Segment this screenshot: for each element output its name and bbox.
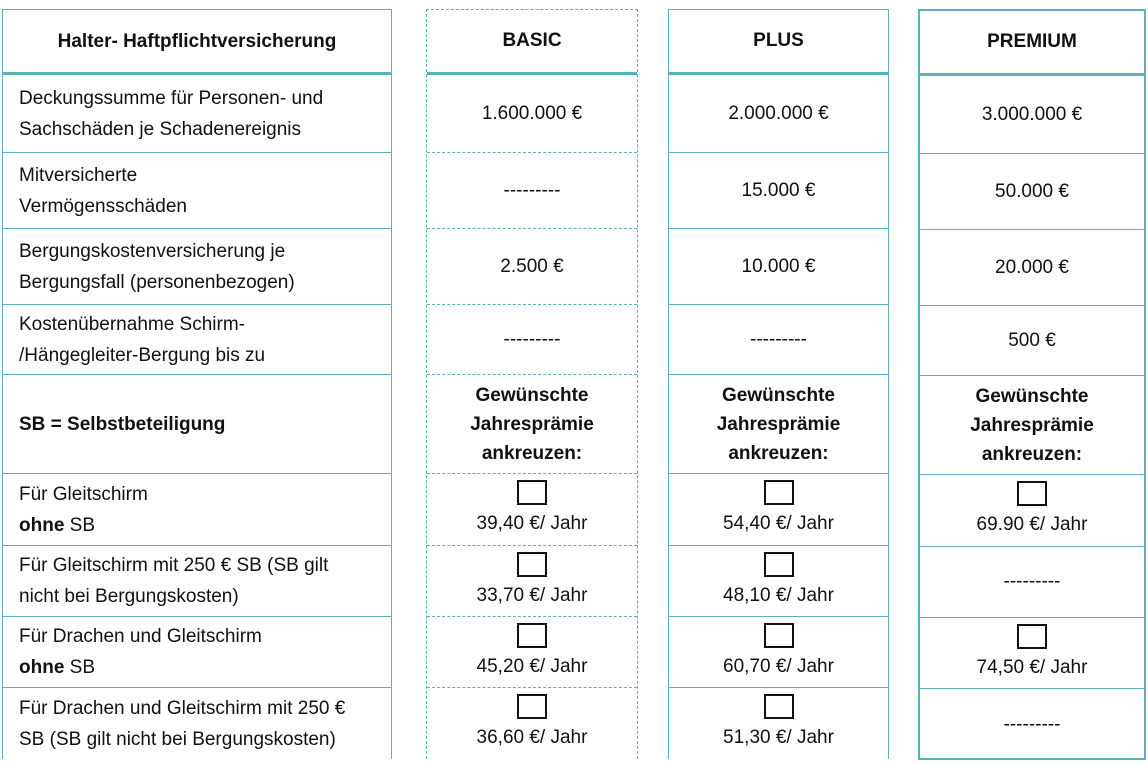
value-cell: 50.000 € [920, 154, 1144, 230]
row-label-sb: SB = Selbstbeteiligung [3, 375, 391, 474]
value-cell: 2.500 € [427, 229, 637, 305]
value-cell: 3.000.000 € [920, 76, 1144, 154]
price-label: 36,60 €/ Jahr [476, 727, 588, 748]
price-label: 45,20 €/ Jahr [476, 656, 588, 677]
price-option-cell [669, 546, 888, 617]
value-cell: --------- [427, 305, 637, 375]
premium-checkbox[interactable] [517, 623, 547, 648]
value-cell: --------- [427, 153, 637, 229]
value-cell: 500 € [920, 306, 1144, 376]
plan-column-plus [668, 9, 889, 759]
price-option-cell [427, 617, 637, 688]
row-label-drachen-mit-sb: Für Drachen und Gleitschirm mit 250 € SB (SB gilt nicht bei Bergungskosten) [19, 697, 346, 750]
premium-checkbox[interactable] [1017, 624, 1047, 649]
plan-header-premium: PREMIUM [920, 11, 1144, 76]
price-label: 60,70 €/ Jahr [723, 656, 834, 677]
value-cell: 2.000.000 € [669, 75, 888, 153]
price-option-cell [427, 546, 637, 617]
price-option-cell [920, 618, 1144, 689]
price-label: 39,40 €/ Jahr [476, 513, 588, 534]
price-option-cell [669, 688, 888, 759]
price-unavailable: --------- [920, 547, 1144, 618]
price-label: 69.90 €/ Jahr [976, 514, 1088, 535]
table-title: Halter- Haftpflichtversicherung [3, 10, 391, 75]
price-unavailable: --------- [1003, 713, 1061, 735]
value-cell: --------- [669, 305, 888, 375]
price-label: 48,10 €/ Jahr [723, 585, 834, 606]
price-option-cell [920, 475, 1144, 547]
row-label-vermoegensschaeden: Mitversicherte Vermögensschäden [3, 153, 391, 229]
row-label-drachen-ohne-sb: Für Drachen und Gleitschirm ohne SB [3, 617, 391, 688]
plan-header-plus: PLUS [669, 10, 888, 75]
choose-premium-text: Gewünschte Jahresprämie ankreuzen: [427, 375, 637, 474]
premium-checkbox[interactable] [764, 694, 794, 719]
premium-checkbox[interactable] [764, 552, 794, 577]
premium-checkbox[interactable] [764, 480, 794, 505]
value-cell: 15.000 € [669, 153, 888, 229]
value-cell: 1.600.000 € [427, 75, 637, 153]
choose-premium-text: Gewünschte Jahresprämie ankreuzen: [920, 376, 1144, 475]
price-label: 51,30 €/ Jahr [723, 727, 834, 748]
label-column [2, 9, 392, 759]
premium-checkbox[interactable] [517, 694, 547, 719]
premium-checkbox[interactable] [764, 623, 794, 648]
row-label-kostenuebernahme: Kostenübernahme Schirm- /Hängegleiter-Bergung bis zu [3, 305, 391, 375]
price-label: 33,70 €/ Jahr [476, 585, 588, 606]
row-label-bergungskosten: Bergungskostenversicherung je Bergungsfall (personenbezogen) [3, 229, 391, 305]
premium-checkbox[interactable] [517, 480, 547, 505]
value-cell: 20.000 € [920, 230, 1144, 306]
row-label-deckungssumme: Deckungssumme für Personen- und Sachschäden je Schadenereignis [3, 75, 391, 153]
price-label: 74,50 €/ Jahr [976, 657, 1088, 678]
row-label-gleitschirm-ohne-sb: Für Gleitschirm ohne SB [3, 474, 391, 546]
price-option-cell [669, 617, 888, 688]
premium-checkbox[interactable] [1017, 481, 1047, 506]
plan-header-basic: BASIC [427, 10, 637, 75]
value-cell: 10.000 € [669, 229, 888, 305]
price-option-cell [669, 474, 888, 546]
plan-column-basic [426, 9, 638, 759]
row-label-gleitschirm-mit-sb: Für Gleitschirm mit 250 € SB (SB gilt nicht bei Bergungskosten) [3, 546, 391, 617]
price-option-cell [427, 474, 637, 546]
price-label: 54,40 €/ Jahr [723, 513, 834, 534]
price-option-cell [427, 688, 637, 759]
plan-column-premium [918, 9, 1146, 760]
choose-premium-text: Gewünschte Jahresprämie ankreuzen: [669, 375, 888, 474]
premium-checkbox[interactable] [517, 552, 547, 577]
